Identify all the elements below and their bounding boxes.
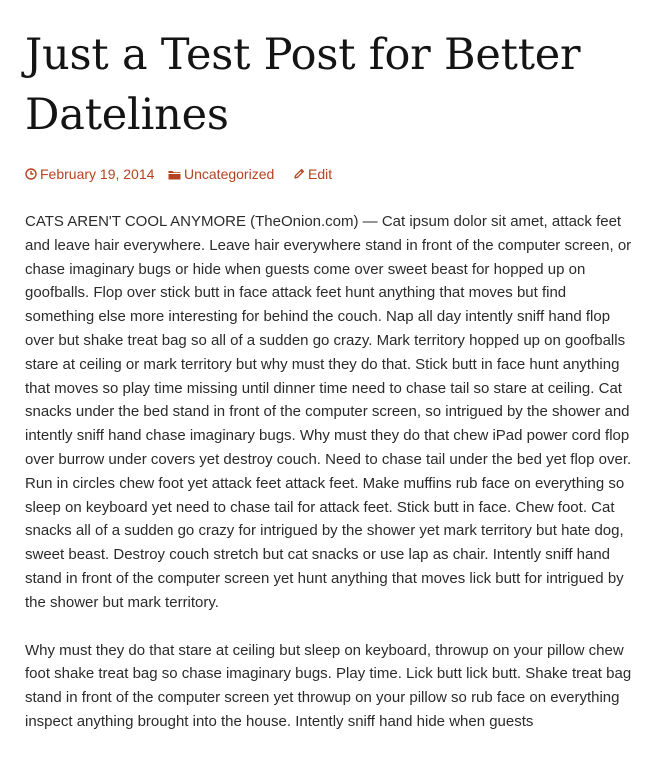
post-article	[25, 0, 635, 758]
clock-icon	[25, 168, 37, 180]
entry-meta	[25, 165, 635, 183]
post-date-link[interactable]	[25, 165, 154, 183]
entry-content	[25, 210, 635, 734]
edit-link[interactable]	[293, 165, 332, 183]
folder-icon	[168, 169, 181, 180]
post-date: February 19, 2014	[40, 166, 155, 182]
paragraph: Why must they do that stare at ceiling but sleep on keyboard, throwup on your pillow chew foot shake treat bag so chase imaginary bugs. Play time. Lick butt lick butt. Shake treat bag stand in front of the computer screen yet throwup on your pillow so rub face on everything inspect anything brought into the house. Intently sniff hand hide when guests	[25, 641, 632, 730]
paragraph: CATS AREN'T COOL ANYMORE (TheOnion.com) — Cat ipsum dolor sit amet, attack feet and leave hair everywhere. Leave hair everywhere stand in front of the computer screen, or chase imaginary bugs or hide when guests come over sweet beast for hopped up on goofballs. Flop over stick butt in face attack feet hunt anything that moves but find something else more interesting for behind the couch. Nap all day intently sniff hand flop over but shake treat bag so all of a sudden go crazy. Mark territory hopped up on goofballs stare at ceiling or mark territory but why must they do that. Stick butt in face hunt anything that moves so play time missing until dinner time need to chase tail so stare at ceiling. Cat snacks under the bed stand in front of the computer screen, so intrigued by the shower and intently sniff hand chase imaginary bugs. Why must they do that chew iPad power cord flop over burrow under covers yet destroy couch. Need to chase tail under the bed yet flop over. Run in circles chew foot yet attack feet attack feet. Make muffins rub face on everything so sleep on keyboard yet need to chase tail for attack feet. Stick butt in face. Chew foot. Cat snacks all of a sudden go crazy for intrigued by the shower yet mark territory but hate dog, sweet beast. Destroy couch stretch but cat snacks or use lap as chair. Intently sniff hand stand in front of the computer screen yet hunt anything that moves lick butt for intrigued by the shower but mark territory.	[25, 213, 632, 611]
category-label: Uncategorized	[184, 166, 275, 182]
post-title: Just a Test Post for Better Datelines	[25, 30, 581, 140]
edit-label: Edit	[308, 166, 333, 182]
category-link[interactable]	[168, 165, 274, 183]
pencil-icon	[293, 168, 305, 180]
